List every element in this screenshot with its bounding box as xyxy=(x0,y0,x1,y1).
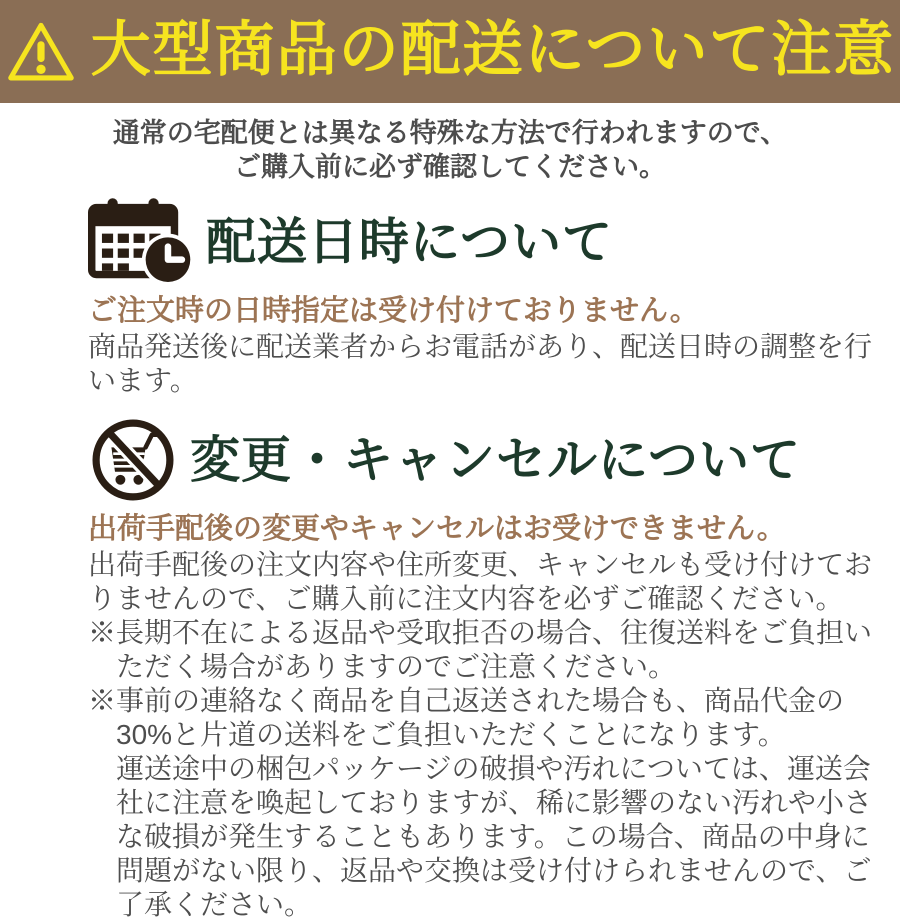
cancel-note-self-return: ※事前の連絡なく商品を自己返送された場合も、商品代金の30%と片道の送料をご負担いただくことになります。 xyxy=(88,685,845,750)
cancel-note-packaging-damage: 運送途中の梱包パッケージの破損や汚れについては、運送会社に注意を喚起しておりますが、稀に影響のない汚れや小さな破損が発生することもあります。この場合、商品の中身に問題がない限り、返品や交換は受け付けられませんので、ご了承ください。 xyxy=(116,753,873,920)
cancel-body-paragraph: 出荷手配後の注文内容や住所変更、キャンセルも受け付けておりませんので、ご購入前に注文内容を必ずご確認ください。 xyxy=(88,549,873,614)
section-delivery-datetime-heading: 配送日時について xyxy=(206,214,613,270)
calendar-clock-icon xyxy=(88,198,194,286)
cancel-note-long-absence: ※長期不在による返品や受取拒否の場合、往復送料をご負担いただく場合がありますのでご注意ください。 xyxy=(88,617,873,682)
cancel-highlight-text: 出荷手配後の変更やキャンセルはお受けできません。 xyxy=(88,513,786,545)
delivery-body-paragraph: 商品発送後に配送業者からお電話があり、配送日時の調整を行います。 xyxy=(88,331,873,396)
banner xyxy=(0,0,900,103)
intro-line2: ご購入前に必ず確認してください。 xyxy=(234,152,666,182)
section-change-cancel-header xyxy=(88,414,876,506)
intro-line1: 通常の宅配便とは異なる特殊な方法で行われますので、 xyxy=(112,118,788,148)
section-change-cancel-heading: 変更・キャンセルについて xyxy=(190,432,801,488)
no-cart-icon xyxy=(88,415,178,505)
section-change-cancel xyxy=(88,414,876,922)
banner-title: 大型商品の配送について注意 xyxy=(90,16,896,83)
section-delivery-datetime-header xyxy=(88,196,876,288)
intro-text xyxy=(0,116,900,184)
delivery-highlight-text: ご注文時の日時指定は受け付けておりません。 xyxy=(88,295,699,327)
section-delivery-datetime xyxy=(88,196,876,398)
warning-triangle-icon xyxy=(5,20,77,84)
